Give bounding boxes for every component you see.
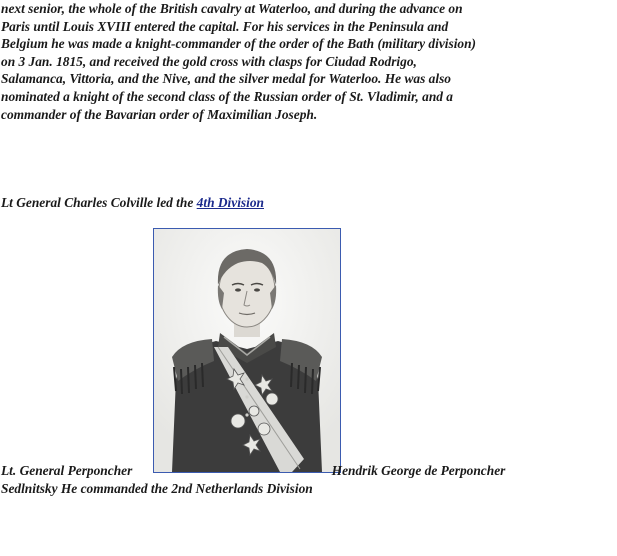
colville-text: Lt General Charles Colville led the	[1, 195, 197, 210]
intro-line: on 3 Jan. 1815, and received the gold cross with clasps for Ciudad Rodrigo,	[1, 53, 417, 69]
intro-line: Belgium he was made a knight-commander of the order of the Bath (military division)	[1, 36, 477, 52]
intro-line: Paris until Louis XVIII entered the capital. For his services in the Peninsula and	[1, 18, 449, 34]
intro-line: commander of the Bavarian order of Maximilian Joseph.	[1, 106, 318, 122]
intro-line: next senior, the whole of the British cavalry at Waterloo, and during the advance on	[1, 1, 463, 16]
portrait-engraving	[154, 229, 340, 472]
intro-paragraph	[1, 0, 476, 123]
4th-division-link[interactable]: 4th Division	[196, 195, 264, 210]
intro-line: Salamanca, Vittoria, and the Nive, and the silver medal for Waterloo. He was also	[1, 71, 451, 87]
perponcher-portrait	[153, 228, 341, 473]
perponcher-label: Lt. General Perponcher	[1, 463, 133, 478]
intro-line: nominated a knight of the second class of the Russian order of St. Vladimir, and a	[1, 88, 454, 104]
perponcher-line-2: Sedlnitsky He commanded the 2nd Netherlands Division	[1, 480, 313, 496]
colville-paragraph	[1, 194, 264, 212]
perponcher-name: Hendrik George de Perponcher	[331, 463, 506, 478]
perponcher-paragraph	[1, 462, 505, 497]
perponcher-line-1	[1, 462, 505, 480]
